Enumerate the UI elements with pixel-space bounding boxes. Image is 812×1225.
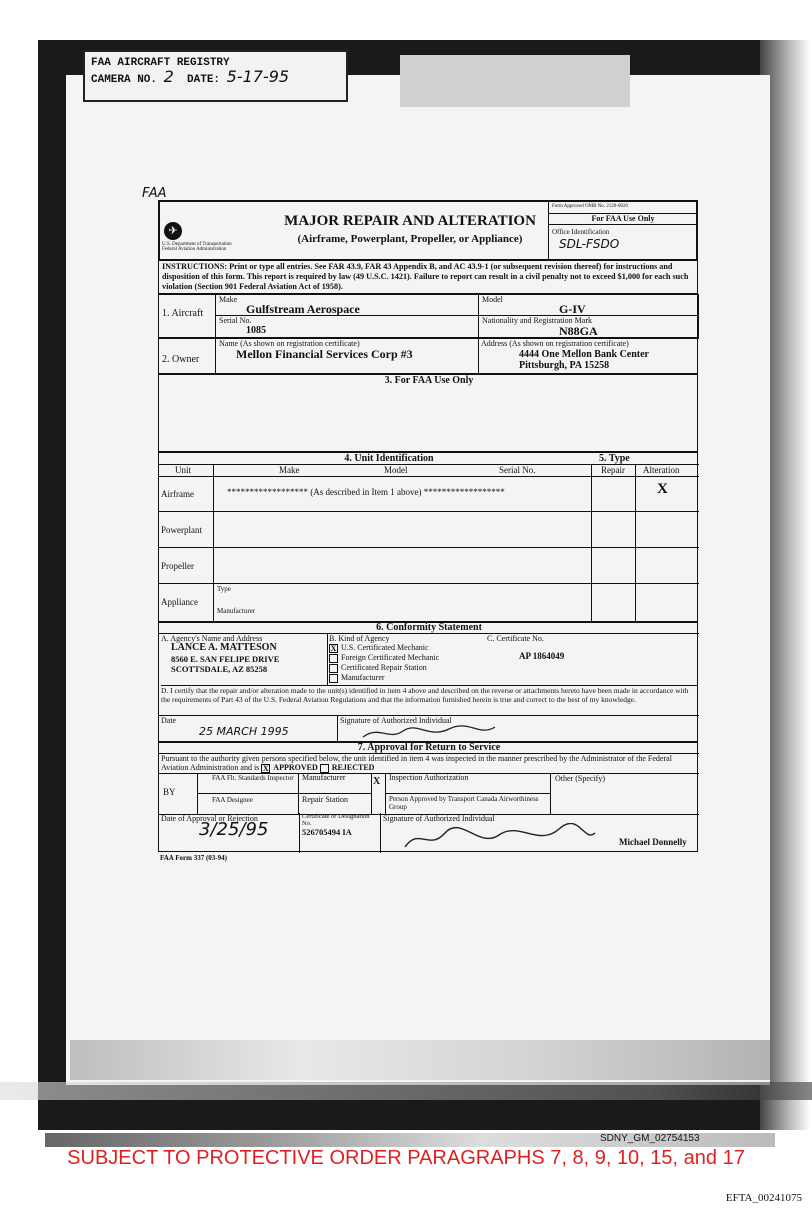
owner-label: 2. Owner [162,354,200,365]
col-divider [327,633,328,685]
fsi-cell: FAA Flt. Standards Inspector [198,774,298,794]
protective-order-notice: SUBJECT TO PROTECTIVE ORDER PARAGRAPHS 7, 8, 9, 10, 15, and 17 [67,1147,745,1169]
camera-label: CAMERA NO. [91,74,158,86]
serial-label: Serial No. [219,316,252,325]
conformity-date-label: Date [161,716,177,725]
row-propeller [159,547,699,584]
person-approved-cell: Person Approved by Transport Canada Airworthiness Group [389,795,539,811]
conformity-sig-label: Signature of Authorized Individual [340,716,452,725]
approved-label: APPROVED [273,763,318,772]
unit-id-section [158,452,698,622]
owner-addr1: 4444 One Mellon Bank Center [519,349,649,360]
aircraft-label: 1. Aircraft [162,308,204,319]
owner-name-cell [215,338,479,375]
cert-label: C. Certificate No. [487,634,544,643]
agency-name: U.S. Department of Transportation Federal Aviation Administration [162,242,232,252]
kind-checkbox[interactable] [329,664,338,673]
approval-cert-label: Certificate or Designation No. [302,813,370,827]
form-approved: Form Approved OMB No. 2120-0020 [552,204,628,209]
owner-name: Mellon Financial Services Corp #3 [236,347,413,361]
form-subtitle: (Airframe, Powerplant, Propeller, or Appliance) [297,233,523,245]
make-cell [215,294,479,316]
owner-section [158,338,698,374]
kind-checkbox[interactable] [329,674,338,683]
appliance-manufacturer-label: Manufacturer [217,607,256,615]
owner-addr2: Pittsburgh, PA 15258 [519,360,610,371]
designee-cell: FAA Designee [212,796,253,804]
row-powerplant [159,511,699,548]
kind-list [329,643,439,683]
agency-label: A. Agency's Name and Address [161,634,263,643]
approval-header: 7. Approval for Return to Service [159,743,699,754]
approval-grid [159,773,699,815]
stamp-title: FAA AIRCRAFT REGISTRY [91,57,230,69]
registry-stamp [83,50,348,102]
certification-text: D. I certify that the repair and/or alteration made to the unit(s) identified in item 4 above and described on the reverse or attachments hereto have been made in accordance with the requirements of Part 43 of the U.S. Federal Aviation Regulations and that the information furnished herein is true and correct to the best of my knowledge. [161,685,697,704]
airframe-text: ****************** (As described in Item 1 above) ****************** [227,487,505,497]
model-cell [478,294,699,316]
approved-checkbox[interactable]: X [262,763,269,773]
agency-addr1: 8560 E. SAN FELIPE DRIVE [171,654,280,664]
airframe-label: Airframe [161,489,194,499]
col-make: Make [279,465,300,475]
nat-label: Nationality and Registration Mark [482,316,592,325]
appliance-label: Appliance [161,597,198,607]
faa-form-337 [158,200,698,888]
conformity-header: 6. Conformity Statement [159,623,699,634]
faa-only-header: 3. For FAA Use Only [384,375,474,386]
nat-cell [478,315,699,339]
agency-name-value: LANCE A. MATTESON [171,642,277,653]
by-label: BY [163,787,176,797]
aircraft-serial: 1085 [246,325,266,336]
aircraft-make: Gulfstream Aerospace [246,302,360,316]
agency-addr2: SCOTTSDALE, AZ 85258 [171,664,268,674]
efta-number: EFTA_00241075 [725,1192,802,1204]
row-airframe [159,475,699,512]
serial-cell [215,315,479,339]
alteration-mark: X [657,481,668,497]
mfr-grid [299,774,372,814]
other-cell: Other (Specify) [555,774,605,783]
owner-name-label: Name (As shown on registration certificate) [219,339,360,348]
col-serial: Serial No. [499,465,536,475]
grey-patch [400,55,630,107]
margin-note: FAA [142,186,167,201]
date-label: DATE: [187,74,221,86]
inspection-auth-mark: X [373,776,381,787]
cert-grid [299,813,381,853]
kind-item: Foreign Certificated Mechanic [329,653,439,663]
col-divider [337,715,338,743]
approval-body: Pursuant to the authority given persons specified below, the unit identified in item 4 was inspected in the manner prescribed by the Administrator of the Federal Aviation Administration and is [161,754,672,772]
kind-checkbox[interactable] [329,654,338,663]
conformity-section [158,622,698,742]
approval-text [161,754,697,773]
dot-logo-icon: ✈ [164,222,182,240]
scan-noise [70,1040,770,1080]
kind-item: X U.S. Certificated Mechanic [330,643,429,653]
propeller-label: Propeller [161,561,194,571]
stamp-date: 5-17-95 [226,67,290,86]
camera-no: 2 [163,67,174,86]
repair-station-cell: Repair Station [302,795,348,804]
model-label: Model [482,295,503,304]
form-title: MAJOR REPAIR AND ALTERATION [284,213,536,229]
kind-label: B. Kind of Agency [329,634,390,643]
col-repair: Repair [601,465,625,475]
faa-only-section [158,374,698,452]
auth-grid [385,774,551,814]
aircraft-model: G-IV [559,302,586,316]
approval-sig-label: Signature of Authorized Individual [383,814,495,823]
rejected-label: REJECTED [331,763,375,772]
kind-checkbox[interactable]: X [330,643,337,653]
faa-use-only: For FAA Use Only [549,213,697,225]
bates-number: SDNY_GM_02754153 [600,1133,700,1144]
cert-no: AP 1864049 [519,651,565,661]
inspection-auth-cell: Inspection Authorization [386,774,550,794]
unit-id-header: 4. Unit Identification [344,453,434,464]
office-id-label: Office Identification [552,228,610,236]
type-header: 5. Type [599,453,630,464]
faa-use-box [548,201,698,261]
approval-date: 3/25/95 [199,819,269,840]
appliance-type-label: Type [217,585,231,593]
scan-noise-bottom [0,1082,812,1100]
make-label: Make [219,295,238,304]
approval-date-label: Date of Approval or Rejection [161,814,258,823]
conformity-date: 25 MARCH 1995 [199,725,289,738]
office-id: SDL-FSDO [559,237,620,251]
col-unit: Unit [175,465,192,475]
kind-item: Certificated Repair Station [329,663,439,673]
rejected-checkbox[interactable] [320,764,329,773]
owner-addr-label: Address (As shown on registration certificate) [481,339,629,348]
signature-mark [399,823,599,853]
manufacturer-cell: Manufacturer [299,774,371,794]
instructions: INSTRUCTIONS: Print or type all entries. See FAR 43.9, FAR 43 Appendix B, and AC 43.9-1 (or subsequent revision thereof) for instructions and disposition of this form. This report is required by law (49 U.S.C. 1421). Failure to report can result in a civil penalty not to exceed $1,000 for each such violation (Section 901 Federal Aviation Act of 1958). [158,260,698,294]
form-header [158,200,698,260]
col-model: Model [384,465,408,475]
approval-section [158,742,698,852]
kind-item: Manufacturer [329,673,439,683]
aircraft-section [158,294,698,338]
row-appliance [159,583,699,621]
powerplant-label: Powerplant [161,525,202,535]
form-number: FAA Form 337 (03-94) [160,854,227,862]
faa-grid [197,774,299,814]
signer-name: Michael Donnelly [619,837,687,847]
signature-mark [359,723,499,743]
aircraft-nat: N88GA [559,324,598,338]
col-alteration: Alteration [643,465,680,475]
approval-cert-no: 526705494 IA [302,827,352,837]
